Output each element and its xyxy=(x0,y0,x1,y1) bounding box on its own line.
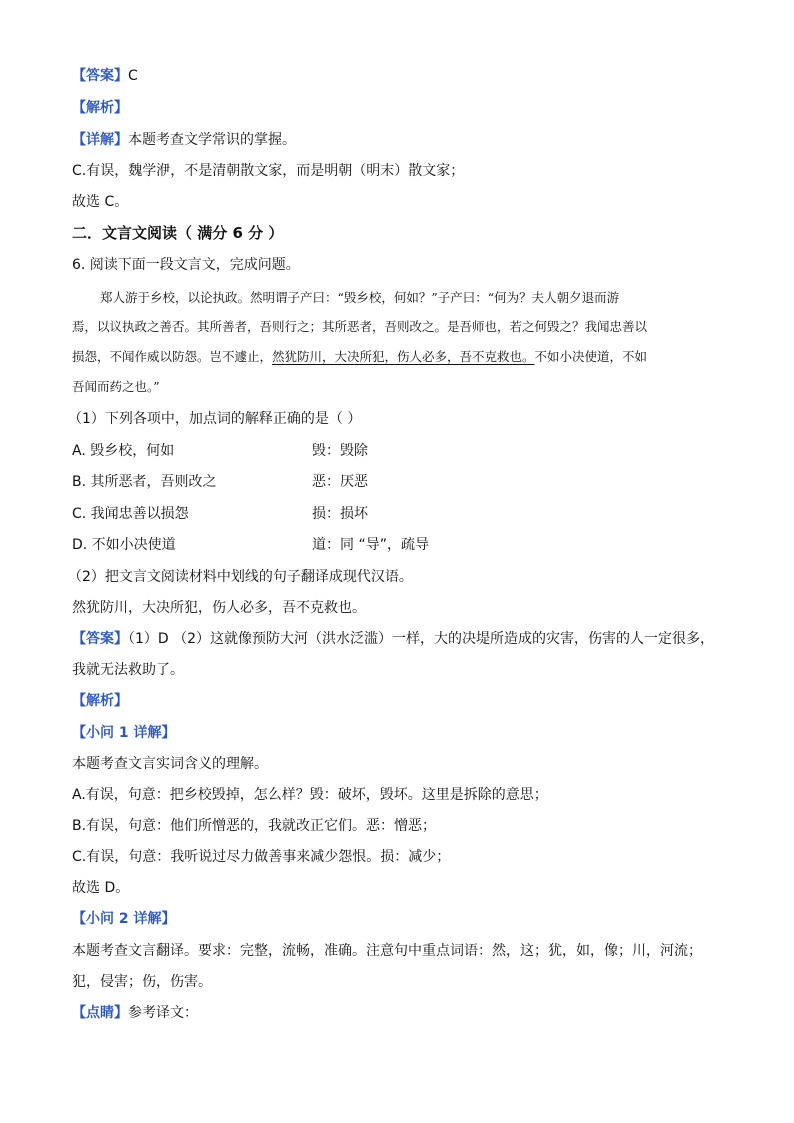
sub-question-1: （1）下列各项中，加点词的解释正确的是（ ） xyxy=(68,411,362,427)
option-b xyxy=(72,472,368,492)
explanation-line: B.有误，句意：他们所憎恶的，我就改正它们。恶：憎恶； xyxy=(72,818,437,834)
option-gloss: 毁：毁除 xyxy=(312,443,368,459)
answer-value: C xyxy=(128,68,138,84)
underlined-sentence: 然犹防川，大决所犯，伤人必多，吾不克救也。 xyxy=(272,349,535,364)
explanation-line: 本题考查文言翻译。要求：完整，流畅，准确。注意句中重点词语：然，这；犹，如，像；川，河流； xyxy=(72,943,702,959)
analysis-label: 【解析】 xyxy=(72,693,128,709)
explanation-line: C.有误，魏学洢，不是清朝散文家，而是明朝（明末）散文家； xyxy=(72,163,465,179)
option-a xyxy=(72,441,368,461)
option-gloss: 道：同 “导”，疏导 xyxy=(312,537,429,553)
option-text: C. 我闻忠善以损怨 xyxy=(72,506,189,522)
question-6-prompt: 6. 阅读下面一段文言文，完成问题。 xyxy=(72,257,300,273)
analysis-tag xyxy=(72,98,128,118)
conclusion-line: 故选 D。 xyxy=(72,880,130,896)
explanation-line: 本题考查文言实词含义的理解。 xyxy=(72,756,268,772)
sub-q2-label: 【小问 2 详解】 xyxy=(72,911,176,927)
sub-q1-detail-tag xyxy=(72,723,176,743)
option-text: D. 不如小决使道 xyxy=(72,537,176,553)
passage-line-4: 吾闻而药之也。” xyxy=(72,379,160,394)
option-d xyxy=(72,535,429,555)
answer-tag: 【答案】 xyxy=(72,631,128,647)
answer-tag: 【答案】 xyxy=(72,68,128,84)
option-text: B. 其所恶者，吾则改之 xyxy=(72,474,217,490)
detail-line xyxy=(72,130,296,150)
sub-question-2: （2）把文言文阅读材料中划线的句子翻译成现代汉语。 xyxy=(68,569,413,585)
option-c xyxy=(72,504,368,524)
sub-q2-detail-tag xyxy=(72,909,176,929)
passage-line-3 xyxy=(72,347,647,367)
analysis-label: 【解析】 xyxy=(72,100,128,116)
answer-line-2 xyxy=(72,629,714,649)
passage-line-1: 郑人游于乡校，以论执政。然明谓子产曰：“毁乡校，何如？”子产曰：“何为？夫人朝夕退而游 xyxy=(100,290,620,305)
answer-continuation: 我就无法救助了。 xyxy=(72,662,184,678)
explanation-line: A.有误，句意：把乡校毁掉，怎么样？毁：破坏，毁坏。这里是拆除的意思； xyxy=(72,787,548,803)
passage-text: 损怨，不闻作威以防怨。岂不遽止， xyxy=(72,349,273,364)
highlight-tag: 【点睛】 xyxy=(72,1005,128,1021)
conclusion-line: 故选 C。 xyxy=(72,194,129,210)
passage-text: 不如小决使道，不如 xyxy=(534,349,648,364)
detail-tag: 【详解】 xyxy=(72,132,128,148)
explanation-line: 犯，侵害；伤，伤害。 xyxy=(72,974,212,990)
option-gloss: 恶：厌恶 xyxy=(312,474,368,490)
highlight-line xyxy=(72,1003,198,1023)
sub-q1-label: 【小问 1 详解】 xyxy=(72,725,176,741)
passage-line-2: 焉，以议执政之善否。其所善者，吾则行之；其所恶者，吾则改之。是吾师也，若之何毁之？我闻忠善以 xyxy=(72,319,648,334)
section-heading: 二．文言文阅读（ 满分 6 分 ） xyxy=(72,224,284,242)
explanation-line: C.有误，句意：我听说过尽力做善事来减少怨恨。损：减少； xyxy=(72,849,451,865)
answer-line xyxy=(72,66,138,86)
detail-text: 本题考查文学常识的掌握。 xyxy=(128,132,296,148)
option-text: A. 毁乡校，何如 xyxy=(72,443,175,459)
option-gloss: 损：损坏 xyxy=(312,506,368,522)
analysis-tag-2 xyxy=(72,691,128,711)
answer-text: （1）D （2）这就像预防大河（洪水泛滥）一样，大的决堤所造成的灾害，伤害的人一定很多， xyxy=(128,631,715,647)
highlight-text: 参考译文： xyxy=(128,1005,198,1021)
sentence-to-translate: 然犹防川，大决所犯，伤人必多，吾不克救也。 xyxy=(72,600,366,616)
